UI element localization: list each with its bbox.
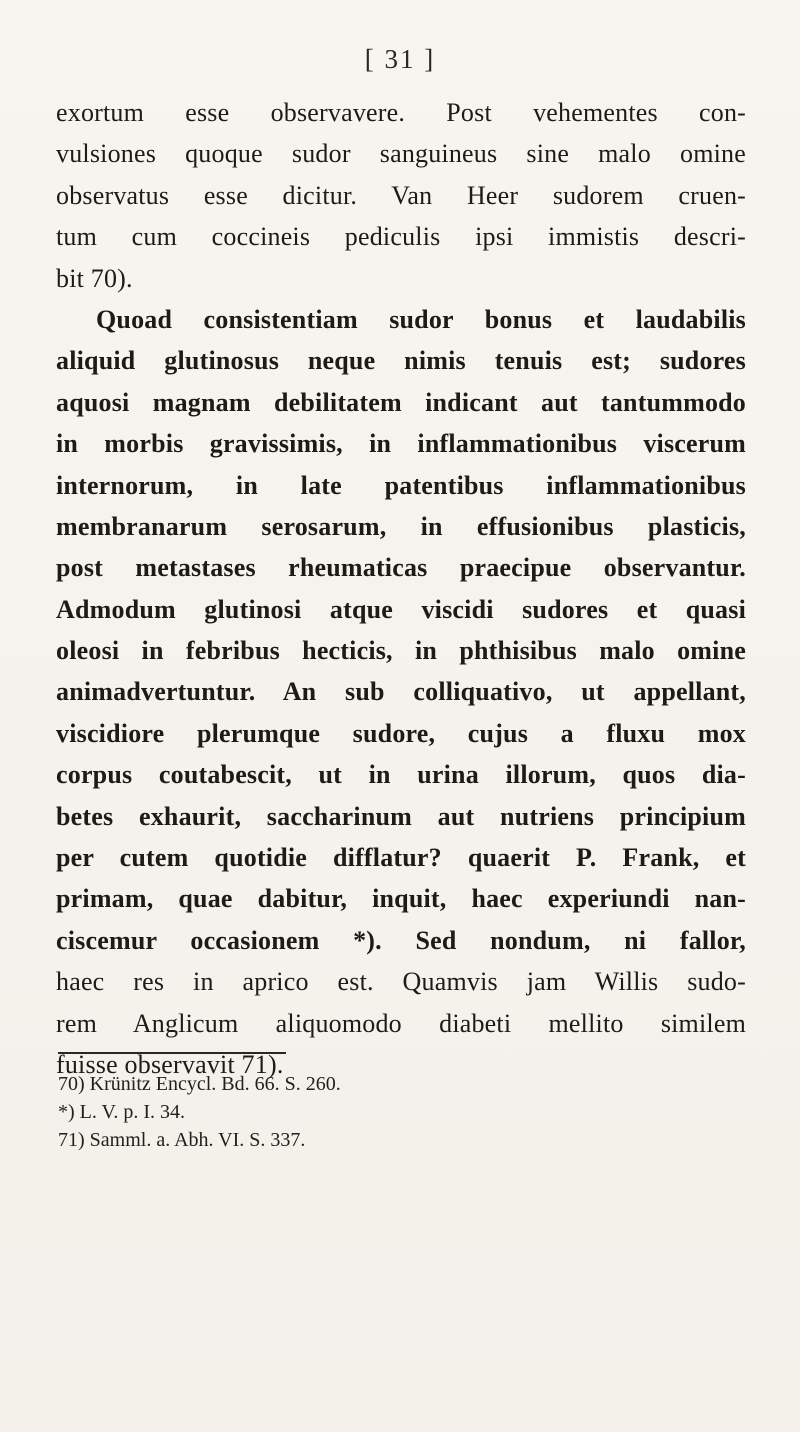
text-line: viscidiore plerumque sudore, cujus a fluxu mox <box>56 718 746 748</box>
text-line: aliquid glutinosus neque nimis tenuis est; sudores <box>56 346 746 376</box>
text-line: ciscemur occasionem *). Sed nondum, ni fallor, <box>56 925 746 955</box>
text-line: fuisse observavit 71). <box>56 1049 284 1079</box>
text-line: aquosi magnam debilitatem indicant aut tantummodo <box>56 387 746 417</box>
body-text <box>56 92 746 1085</box>
footnote-divider <box>58 1052 286 1054</box>
text-line: membranarum serosarum, in effusionibus plasticis, <box>56 511 746 541</box>
text-line: haec res in aprico est. Quamvis jam Willis sudo- <box>56 967 746 997</box>
footnote: *) L. V. p. I. 34. <box>58 1101 186 1123</box>
page-number: [ 31 ] <box>364 44 436 74</box>
text-line: primam, quae dabitur, inquit, haec experiundi nan- <box>56 884 746 914</box>
text-line: corpus coutabescit, ut in urina illorum, quos dia- <box>56 760 746 790</box>
text-line: oleosi in febribus hecticis, in phthisibus malo omine <box>56 636 746 666</box>
text-line: bit 70). <box>56 263 133 293</box>
text-line: exortum esse observavere. Post vehementes con- <box>56 98 746 127</box>
text-line: in morbis gravissimis, in inflammationibus viscerum <box>56 429 746 459</box>
footnote: 71) Samml. a. Abh. VI. S. 337. <box>58 1129 306 1151</box>
text-line: animadvertuntur. An sub colliquativo, ut appellant, <box>56 677 746 707</box>
text-line: internorum, in late patentibus inflammationibus <box>56 470 746 500</box>
text-line: betes exhaurit, saccharinum aut nutriens principium <box>56 801 746 831</box>
text-line: observatus esse dicitur. Van Heer sudorem cruen- <box>56 180 746 210</box>
text-line: per cutem quotidie difflatur? quaerit P. Frank, et <box>56 843 746 873</box>
text-line: post metastases rheumaticas praecipue observantur. <box>56 553 746 583</box>
text-line: vulsiones quoque sudor sanguineus sine malo omine <box>56 139 746 169</box>
text-line: Quoad consistentiam sudor bonus et laudabilis <box>96 304 746 334</box>
footnote: 70) Krünitz Encycl. Bd. 66. S. 260. <box>58 1073 341 1095</box>
text-line: tum cum coccineis pediculis ipsi immistis descri- <box>56 222 746 252</box>
text-line: Admodum glutinosi atque viscidi sudores et quasi <box>56 594 746 624</box>
footnotes <box>58 1070 658 1154</box>
text-line: rem Anglicum aliquomodo diabeti mellito similem <box>56 1008 746 1038</box>
